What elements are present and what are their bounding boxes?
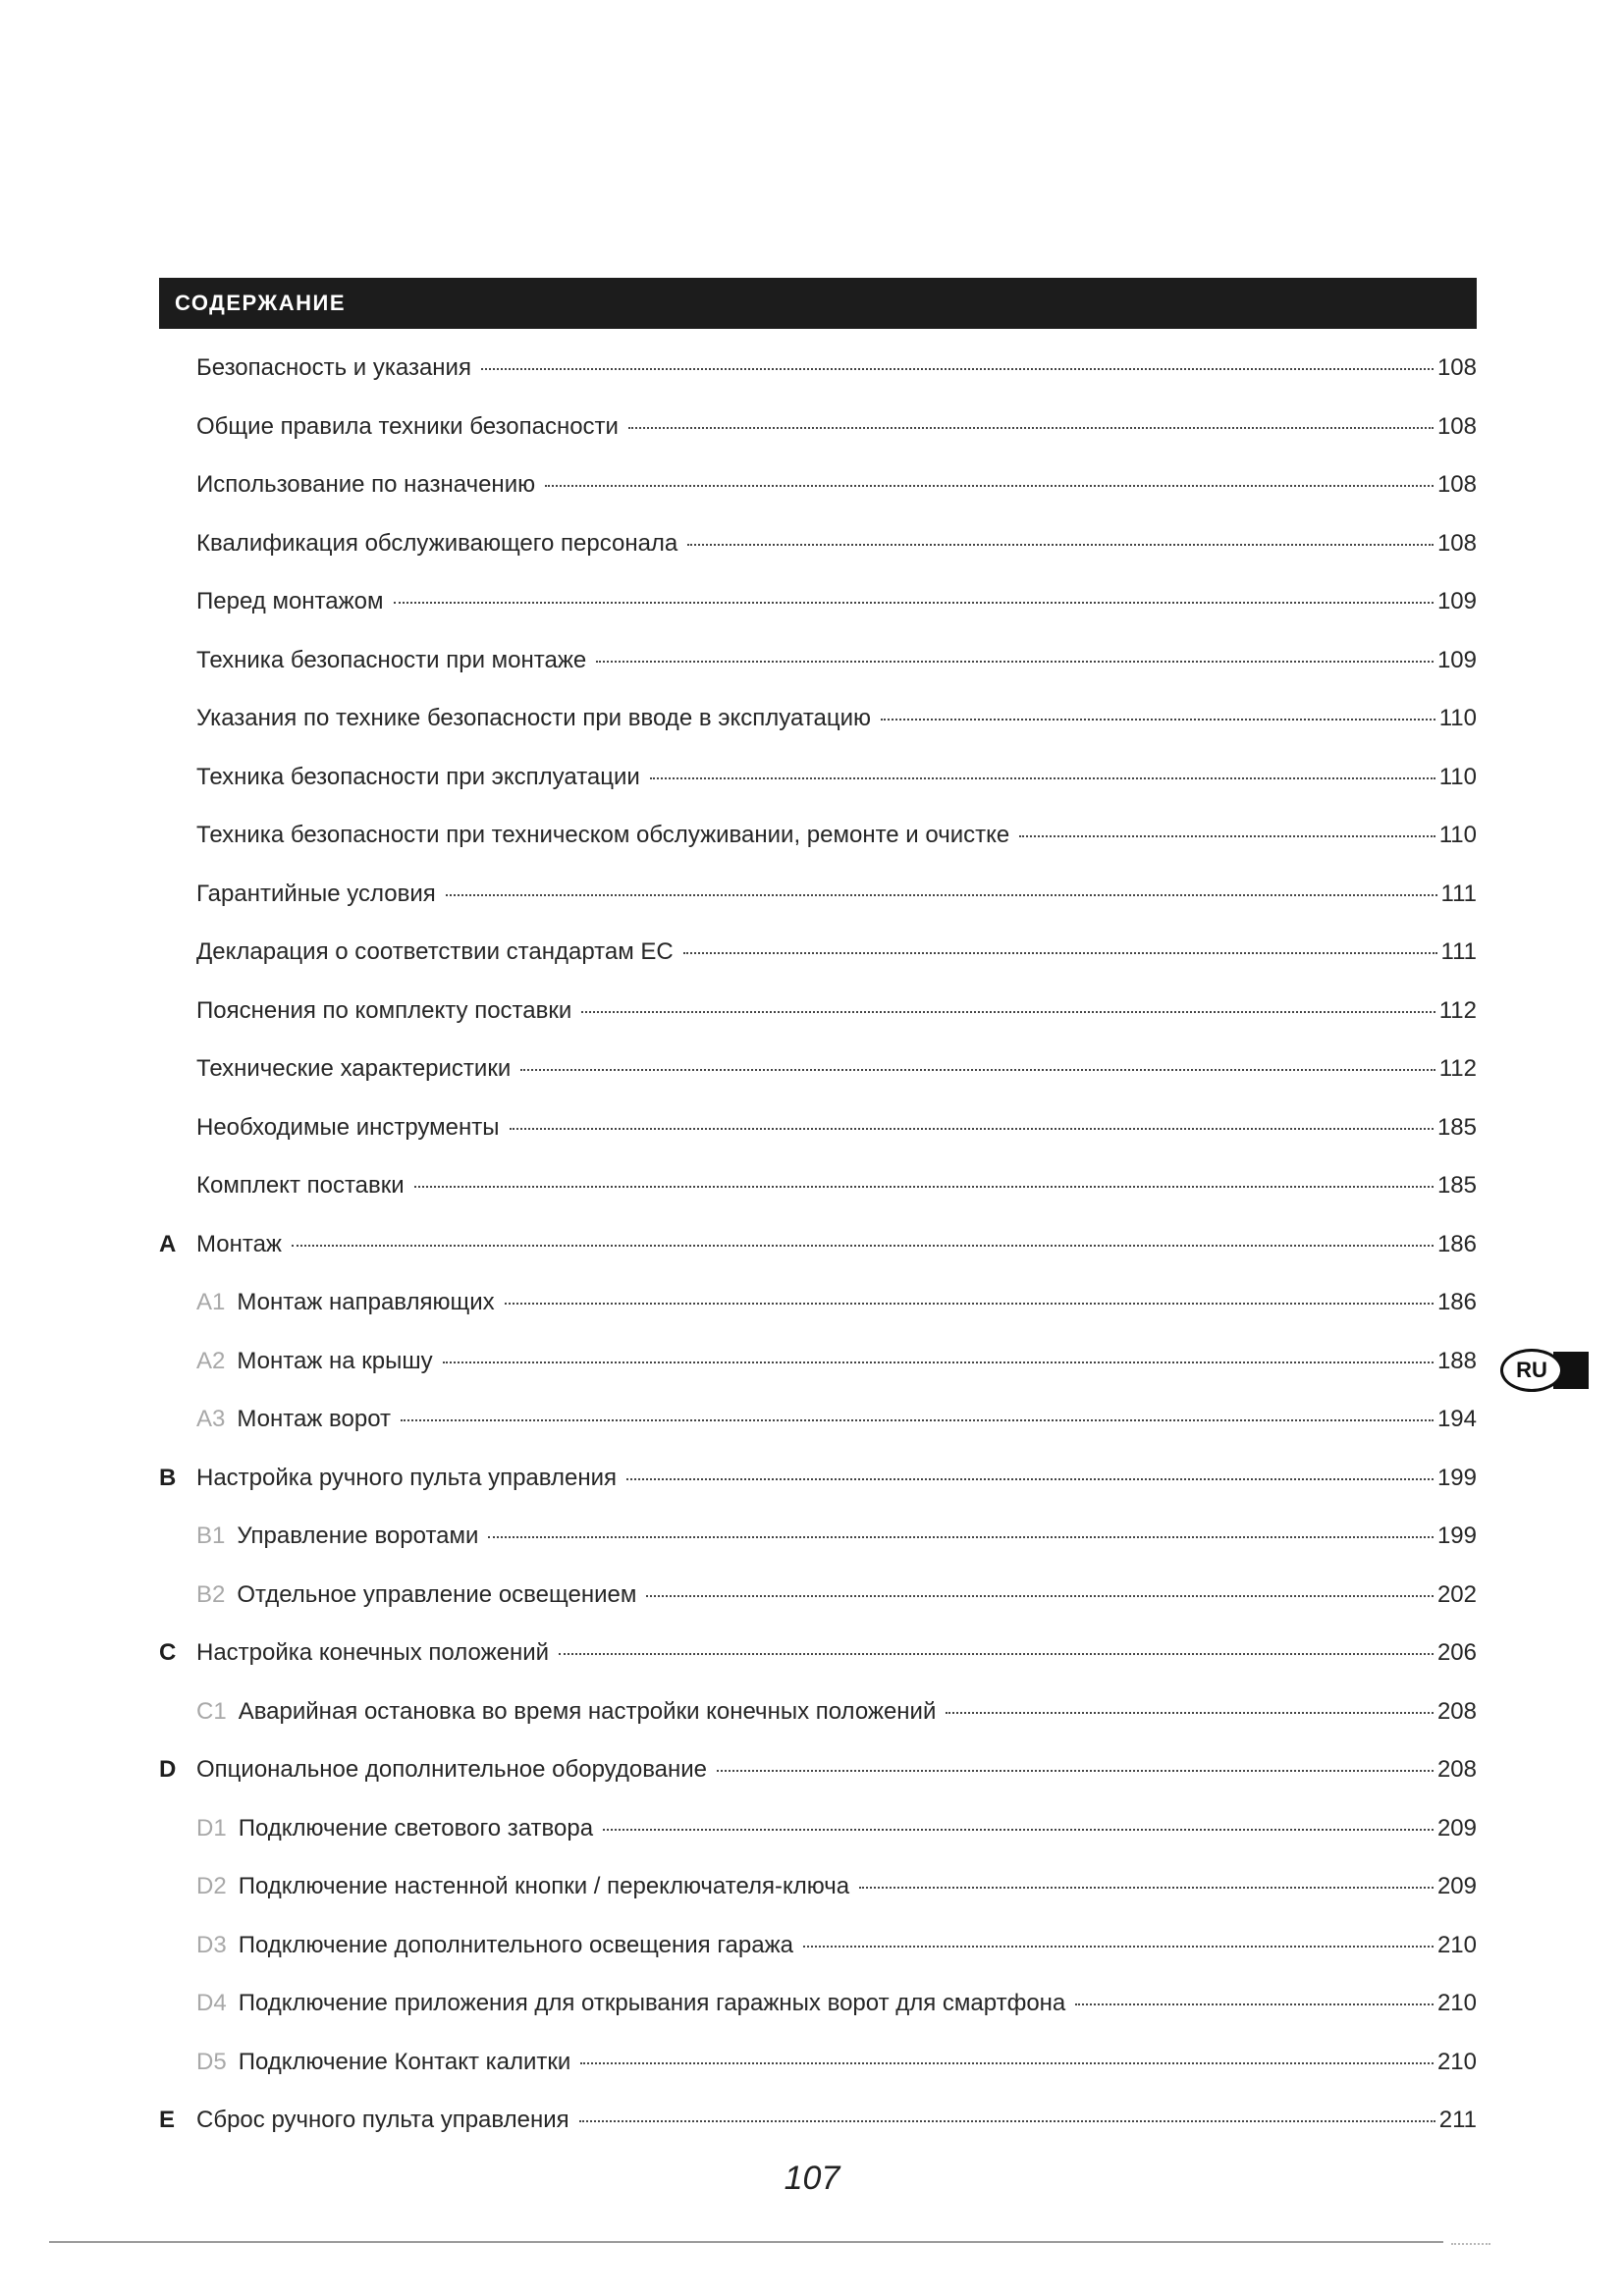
- language-badge: RU: [1500, 1349, 1563, 1392]
- toc-dot-leader: [1075, 2003, 1434, 2005]
- toc-page-number: 199: [1436, 1465, 1477, 1491]
- toc-page-number: 108: [1436, 354, 1477, 381]
- toc-entry: [159, 758, 1477, 797]
- toc-entry: [159, 641, 1477, 680]
- toc-page-number: 108: [1436, 471, 1477, 498]
- toc-entry-title: Пояснения по комплекту поставки: [196, 997, 572, 1024]
- toc-subsection-code: D5: [196, 2049, 227, 2075]
- toc-dot-leader: [559, 1653, 1434, 1655]
- toc-entry: [159, 524, 1477, 563]
- toc-page-number: 186: [1436, 1289, 1477, 1315]
- toc-dot-leader: [510, 1128, 1434, 1130]
- toc-entry: [159, 1225, 1477, 1264]
- toc-dot-leader: [650, 777, 1435, 779]
- toc-entry: [159, 1575, 1477, 1615]
- toc-dot-leader: [717, 1770, 1434, 1772]
- toc-entry: [159, 1867, 1477, 1906]
- toc-entry: [159, 1049, 1477, 1089]
- toc-entry: [159, 1342, 1477, 1381]
- toc-entry-title: Квалификация обслуживающего персонала: [196, 530, 678, 557]
- toc-page-number: 210: [1436, 1990, 1477, 2016]
- toc-entry-title: Технические характеристики: [196, 1055, 512, 1082]
- toc-page-number: 188: [1436, 1348, 1477, 1374]
- toc-page-number: 210: [1436, 1932, 1477, 1958]
- toc-header: [159, 278, 1477, 329]
- toc-entry-title: Указания по технике безопасности при вводе в эксплуатацию: [196, 705, 872, 731]
- toc-subsection-code: D2: [196, 1873, 227, 1899]
- toc-subsection-code: A1: [196, 1289, 226, 1315]
- toc-page-number: 112: [1438, 997, 1477, 1024]
- toc-entry: [159, 1692, 1477, 1732]
- toc-dot-leader: [803, 1946, 1434, 1948]
- toc-entry: [159, 1166, 1477, 1205]
- toc-entry: [159, 407, 1477, 447]
- toc-page-number: 108: [1436, 530, 1477, 557]
- toc-entry-title: Безопасность и указания: [196, 354, 471, 381]
- toc-page-number: 185: [1436, 1114, 1477, 1141]
- toc-entry-title: Монтаж направляющих: [237, 1289, 495, 1315]
- toc-subsection-code: C1: [196, 1698, 227, 1725]
- toc-dot-leader: [881, 719, 1435, 721]
- toc-entry: [159, 991, 1477, 1031]
- toc-subsection-code: B2: [196, 1581, 226, 1608]
- toc-page-number: 209: [1436, 1873, 1477, 1899]
- toc-page-number: 206: [1436, 1639, 1477, 1666]
- toc-page-number: 199: [1436, 1522, 1477, 1549]
- toc-page-number: 208: [1436, 1698, 1477, 1725]
- toc-page-number: 209: [1436, 1815, 1477, 1842]
- toc-entry: [159, 1400, 1477, 1439]
- toc-entry: [159, 2101, 1477, 2140]
- toc-entry-title: Гарантийные условия: [196, 881, 436, 907]
- toc-entry: [159, 1633, 1477, 1673]
- toc-subsection-code: D1: [196, 1815, 227, 1842]
- toc-page-number: 194: [1436, 1406, 1477, 1432]
- footer-marks: [1451, 2239, 1490, 2245]
- footer-rule: [49, 2241, 1443, 2243]
- toc-page-number: 211: [1438, 2107, 1477, 2133]
- toc-entry-title: Подключение настенной кнопки / переключателя-ключа: [238, 1873, 850, 1899]
- toc-entry: [159, 582, 1477, 621]
- toc-entry-title: Подключение дополнительного освещения гаража: [238, 1932, 793, 1958]
- toc-page-number: 110: [1438, 822, 1477, 848]
- toc-dot-leader: [443, 1362, 1434, 1363]
- toc-page-number: 208: [1436, 1756, 1477, 1783]
- toc-entry-title: Подключение приложения для открывания гаражных ворот для смартфона: [238, 1990, 1066, 2016]
- toc-dot-leader: [414, 1186, 1434, 1188]
- toc-entry: [159, 933, 1477, 972]
- toc-dot-leader: [687, 544, 1434, 546]
- toc-title: СОДЕРЖАНИЕ: [175, 291, 347, 315]
- toc-entry-title: Отдельное управление освещением: [237, 1581, 637, 1608]
- toc-entry: [159, 816, 1477, 855]
- toc-entry-title: Техника безопасности при эксплуатации: [196, 764, 640, 790]
- toc-entry-title: Сброс ручного пульта управления: [196, 2107, 569, 2133]
- toc-dot-leader: [292, 1245, 1434, 1247]
- toc-dot-leader: [505, 1303, 1434, 1305]
- toc-dot-leader: [446, 894, 1437, 896]
- toc-section-letter: B: [159, 1465, 177, 1491]
- toc-entry: [159, 1459, 1477, 1498]
- toc-entry: [159, 699, 1477, 738]
- toc-entry-title: Монтаж ворот: [237, 1406, 392, 1432]
- toc-entry-title: Настройка ручного пульта управления: [196, 1465, 617, 1491]
- toc-dot-leader: [596, 661, 1434, 663]
- toc-entry-title: Монтаж на крышу: [237, 1348, 433, 1374]
- toc-dot-leader: [488, 1536, 1434, 1538]
- toc-entry-title: Техника безопасности при монтаже: [196, 647, 587, 673]
- language-tab: [1500, 1349, 1589, 1392]
- toc-subsection-code: D3: [196, 1932, 227, 1958]
- toc-dot-leader: [646, 1595, 1434, 1597]
- toc-entry-title: Перед монтажом: [196, 588, 384, 614]
- toc-entry: [159, 2043, 1477, 2082]
- toc-entry: [159, 1517, 1477, 1556]
- toc-dot-leader: [520, 1069, 1435, 1071]
- toc-dot-leader: [481, 368, 1434, 370]
- toc-subsection-code: A2: [196, 1348, 226, 1374]
- toc-section-letter: C: [159, 1639, 177, 1666]
- toc-entry-title: Аварийная остановка во время настройки конечных положений: [238, 1698, 937, 1725]
- toc-section-letter: A: [159, 1231, 177, 1257]
- toc-subsection-code: B1: [196, 1522, 226, 1549]
- toc-dot-leader: [946, 1712, 1434, 1714]
- toc-page-number: 202: [1436, 1581, 1477, 1608]
- toc-page-number: 186: [1436, 1231, 1477, 1257]
- toc-entry: [159, 1809, 1477, 1848]
- toc-dot-leader: [545, 485, 1434, 487]
- toc-entry-title: Общие правила техники безопасности: [196, 413, 619, 440]
- toc-entry: [159, 1750, 1477, 1789]
- toc-dot-leader: [579, 2120, 1435, 2122]
- toc-page-number: 110: [1438, 764, 1477, 790]
- toc-entry-title: Опциональное дополнительное оборудование: [196, 1756, 708, 1783]
- toc-page-number: 210: [1436, 2049, 1477, 2075]
- toc-entry-title: Комплект поставки: [196, 1172, 405, 1199]
- toc-entry: [159, 348, 1477, 388]
- toc-entry-title: Настройка конечных положений: [196, 1639, 550, 1666]
- toc-entry-title: Техника безопасности при техническом обслуживании, ремонте и очистке: [196, 822, 1010, 848]
- toc-entry-title: Управление воротами: [237, 1522, 479, 1549]
- toc-page-number: 109: [1436, 647, 1477, 673]
- toc-entry: [159, 1283, 1477, 1322]
- toc-entry-title: Декларация о соответствии стандартам ЕС: [196, 938, 674, 965]
- toc-dot-leader: [628, 427, 1434, 429]
- toc-dot-leader: [603, 1829, 1434, 1831]
- toc-subsection-code: A3: [196, 1406, 226, 1432]
- toc-page-number: 109: [1436, 588, 1477, 614]
- toc-dot-leader: [683, 952, 1437, 954]
- toc-page-number: 112: [1438, 1055, 1477, 1082]
- page-number: 107: [784, 2160, 840, 2197]
- toc-entry-title: Монтаж: [196, 1231, 282, 1257]
- toc-dot-leader: [581, 1011, 1435, 1013]
- toc-entry: [159, 465, 1477, 505]
- toc-dot-leader: [580, 2062, 1434, 2064]
- toc-dot-leader: [1019, 835, 1435, 837]
- toc-page-number: 111: [1440, 938, 1477, 965]
- toc-entry: [159, 1926, 1477, 1965]
- toc-entry-title: Использование по назначению: [196, 471, 536, 498]
- toc-entry: [159, 1984, 1477, 2023]
- toc-page-number: 110: [1438, 705, 1477, 731]
- toc-section-letter: E: [159, 2107, 176, 2133]
- toc-page-number: 185: [1436, 1172, 1477, 1199]
- toc-entry: [159, 1108, 1477, 1148]
- toc-section-letter: D: [159, 1756, 177, 1783]
- toc-dot-leader: [859, 1887, 1434, 1889]
- toc-dot-leader: [394, 602, 1434, 604]
- toc-dot-leader: [401, 1419, 1434, 1421]
- toc-entry: [159, 875, 1477, 914]
- toc-entry-title: Необходимые инструменты: [196, 1114, 500, 1141]
- toc-page-number: 108: [1436, 413, 1477, 440]
- toc-entry-title: Подключение Контакт калитки: [238, 2049, 571, 2075]
- toc-entry-title: Подключение светового затвора: [238, 1815, 594, 1842]
- toc-page-number: 111: [1440, 881, 1477, 907]
- toc-subsection-code: D4: [196, 1990, 227, 2016]
- toc-dot-leader: [626, 1478, 1434, 1480]
